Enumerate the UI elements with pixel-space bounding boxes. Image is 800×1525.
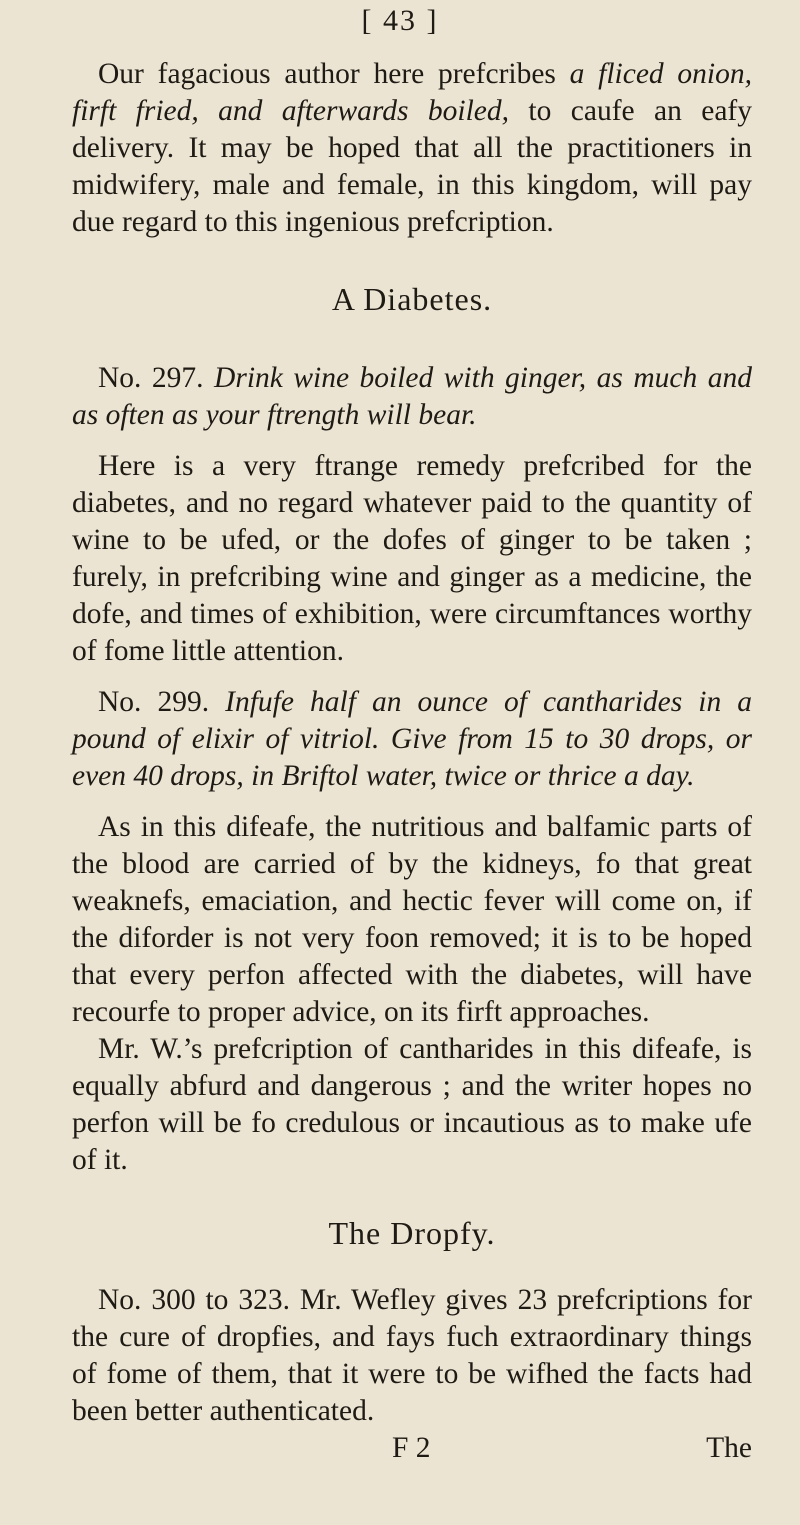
page-footer [72, 1430, 752, 1467]
dropsy-text: Mr. Wefley gives 23 prefcriptions for the cure of dropfies, and fays fuch extraordinary things of fome of them, that it were to be wifhed the facts had been better authenticated. [72, 1284, 752, 1427]
paragraph-dropsy [72, 1282, 752, 1430]
dropsy-number: No. 300 to 323. [98, 1284, 290, 1316]
recipe-297 [72, 360, 752, 434]
onion-intro: Our fagacious author here prefcribes [98, 58, 570, 90]
section-heading-dropsy: The Dropfy. [328, 1215, 496, 1251]
recipe-299-number: No. 299. [98, 686, 210, 718]
paragraph-299-commentary: As in this difeafe, the nutritious and balfamic parts of the blood are carried of by the kidneys, fo that great weaknefs, emaciation, and hectic fever will come on, if the diforder is not very foon removed; it is to be hoped that every perfon affected with the diabetes, will have recourfe to proper advice, on its firft approaches. [72, 811, 752, 1028]
recipe-297-number: No. 297. [98, 362, 204, 394]
section-heading-diabetes: A Diabetes. [331, 281, 493, 317]
recipe-299 [72, 684, 752, 795]
page-body [72, 56, 752, 1467]
recipe-299-text: Infufe half an ounce of cantharides in a pound of elixir of vitriol. Give from 15 to 30 drops, or even 40 drops, in Briftol water, twice or thrice a day. [72, 686, 753, 792]
page-number: [ 43 ] [361, 4, 439, 37]
paragraph-onion [72, 56, 752, 241]
onion-recipe: a fliced onion, firft fried, and afterwards boiled, [72, 58, 752, 127]
signature-mark: F 2 [392, 1432, 431, 1464]
catchword: The [706, 1432, 752, 1464]
onion-comment: to caufe an eafy delivery. It may be hoped that all the practitioners in midwifery, male and female, in this kingdom, will pay due regard to this ingenious prefcription. [72, 95, 752, 238]
paragraph-ww-prescription: Mr. W.’s prefcription of cantharides in this difeafe, is equally abfurd and dangerous ; and the writer hopes no perfon will be fo credulous or incautious as to make ufe of it. [72, 1033, 752, 1176]
recipe-297-text: Drink wine boiled with ginger, as much and as often as your ftrength will bear. [72, 362, 752, 431]
paragraph-297-commentary: Here is a very ftrange remedy prefcribed for the diabetes, and no regard whatever paid to the quantity of wine to be ufed, or the dofes of ginger to be taken ; furely, in prefcribing wine and ginger as a medicine, the dofe, and times of exhibition, were circumftances worthy of fome little attention. [72, 450, 752, 667]
